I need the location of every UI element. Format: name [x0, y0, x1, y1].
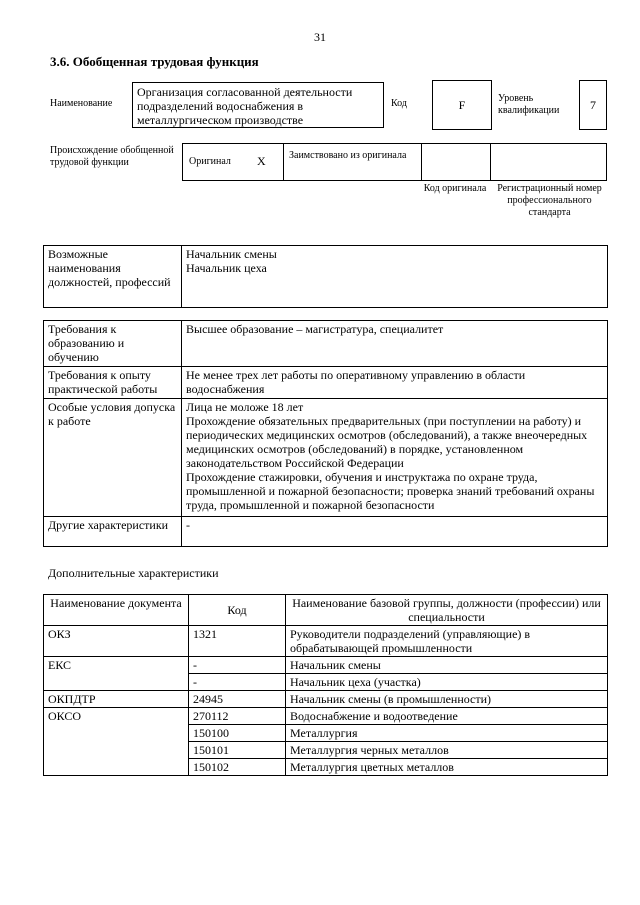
requirement-label: Другие характеристики: [44, 517, 182, 547]
header-doc: Наименование документа: [44, 595, 189, 626]
row-name: Металлургия черных металлов: [286, 742, 608, 759]
row-name: Металлургия: [286, 725, 608, 742]
row-doc: [44, 725, 189, 742]
positions-values: [182, 246, 608, 308]
additional-title: Дополнительные характеристики: [48, 566, 219, 580]
requirements-table: [43, 320, 608, 547]
row-doc: ОКСО: [44, 708, 189, 725]
row-doc: ОКЗ: [44, 626, 189, 657]
row-code: 150102: [189, 759, 286, 776]
header-code: Код: [189, 595, 286, 626]
additional-table: [43, 594, 608, 776]
header-name: Наименование базовой группы, должности (профессии) или специальности: [286, 595, 608, 626]
row-code: -: [189, 657, 286, 674]
requirement-value: Не менее трех лет работы по оперативному управлению в области водоснабжения: [182, 367, 608, 399]
row-name: Начальник смены (в промышленности): [286, 691, 608, 708]
row-doc: ОКПДТР: [44, 691, 189, 708]
requirement-label: Требования к опыту практической работы: [44, 367, 182, 399]
level-value: 7: [579, 80, 607, 130]
position-item: Начальник смены: [186, 247, 277, 261]
requirement-label: Особые условия допуска к работе: [44, 399, 182, 517]
original-mark: X: [257, 154, 266, 168]
requirement-value: -: [182, 517, 608, 547]
code-value: F: [432, 80, 492, 130]
row-name: Начальник цеха (участка): [286, 674, 608, 691]
origin-divider-1: [283, 144, 284, 180]
level-label: Уровень квалификации: [498, 93, 560, 116]
section-title: 3.6. Обобщенная трудовая функция: [50, 54, 259, 69]
row-code: 270112: [189, 708, 286, 725]
name-value: Организация согласованной деятельности подразделений водоснабжения в металлургическом производстве: [132, 82, 384, 128]
position-item: Начальник цеха: [186, 261, 267, 275]
requirement-value: Лица не моложе 18 лет Прохождение обязательных предварительных (при поступлении на работу) и периодических медицинских осмотров (обследований), а также внеочередных медицинских осмотров (обследований) в порядке, установленном законодательством Российской Федерации Прохождение стажировки, обучения и инструктажа по охране труда, промышленной и пожарной безопасности; проверка знаний требований охраны труда, промышленной и пожарной безопасности: [182, 399, 608, 517]
reg-number-label: Регистрационный номер профессионального стандарта: [497, 183, 602, 218]
row-doc: ЕКС: [44, 657, 189, 674]
name-label: Наименование: [50, 98, 113, 109]
row-code: 1321: [189, 626, 286, 657]
origin-box: [182, 143, 607, 181]
row-doc: [44, 674, 189, 691]
page-number: 31: [314, 30, 326, 44]
borrowed-label: Заимствовано из оригинала: [289, 150, 407, 161]
requirement-value: Высшее образование – магистратура, специалитет: [182, 321, 608, 367]
origin-divider-2: [421, 144, 422, 180]
original-label: Оригинал: [189, 156, 231, 167]
row-code: 150100: [189, 725, 286, 742]
row-name: Руководители подразделений (управляющие) в обрабатывающей промышленности: [286, 626, 608, 657]
origin-label: Происхождение обобщенной трудовой функции: [50, 145, 174, 168]
positions-label: Возможные наименования должностей, профессий: [44, 246, 182, 308]
row-doc: [44, 759, 189, 776]
code-original-label: Код оригинала: [423, 183, 487, 194]
row-code: 150101: [189, 742, 286, 759]
origin-divider-3: [490, 144, 491, 180]
row-doc: [44, 742, 189, 759]
row-name: Начальник смены: [286, 657, 608, 674]
code-label: Код: [391, 98, 407, 109]
row-name: Металлургия цветных металлов: [286, 759, 608, 776]
row-code: -: [189, 674, 286, 691]
row-code: 24945: [189, 691, 286, 708]
row-name: Водоснабжение и водоотведение: [286, 708, 608, 725]
requirement-label: Требования к образованию и обучению: [44, 321, 182, 367]
positions-table: [43, 245, 608, 308]
